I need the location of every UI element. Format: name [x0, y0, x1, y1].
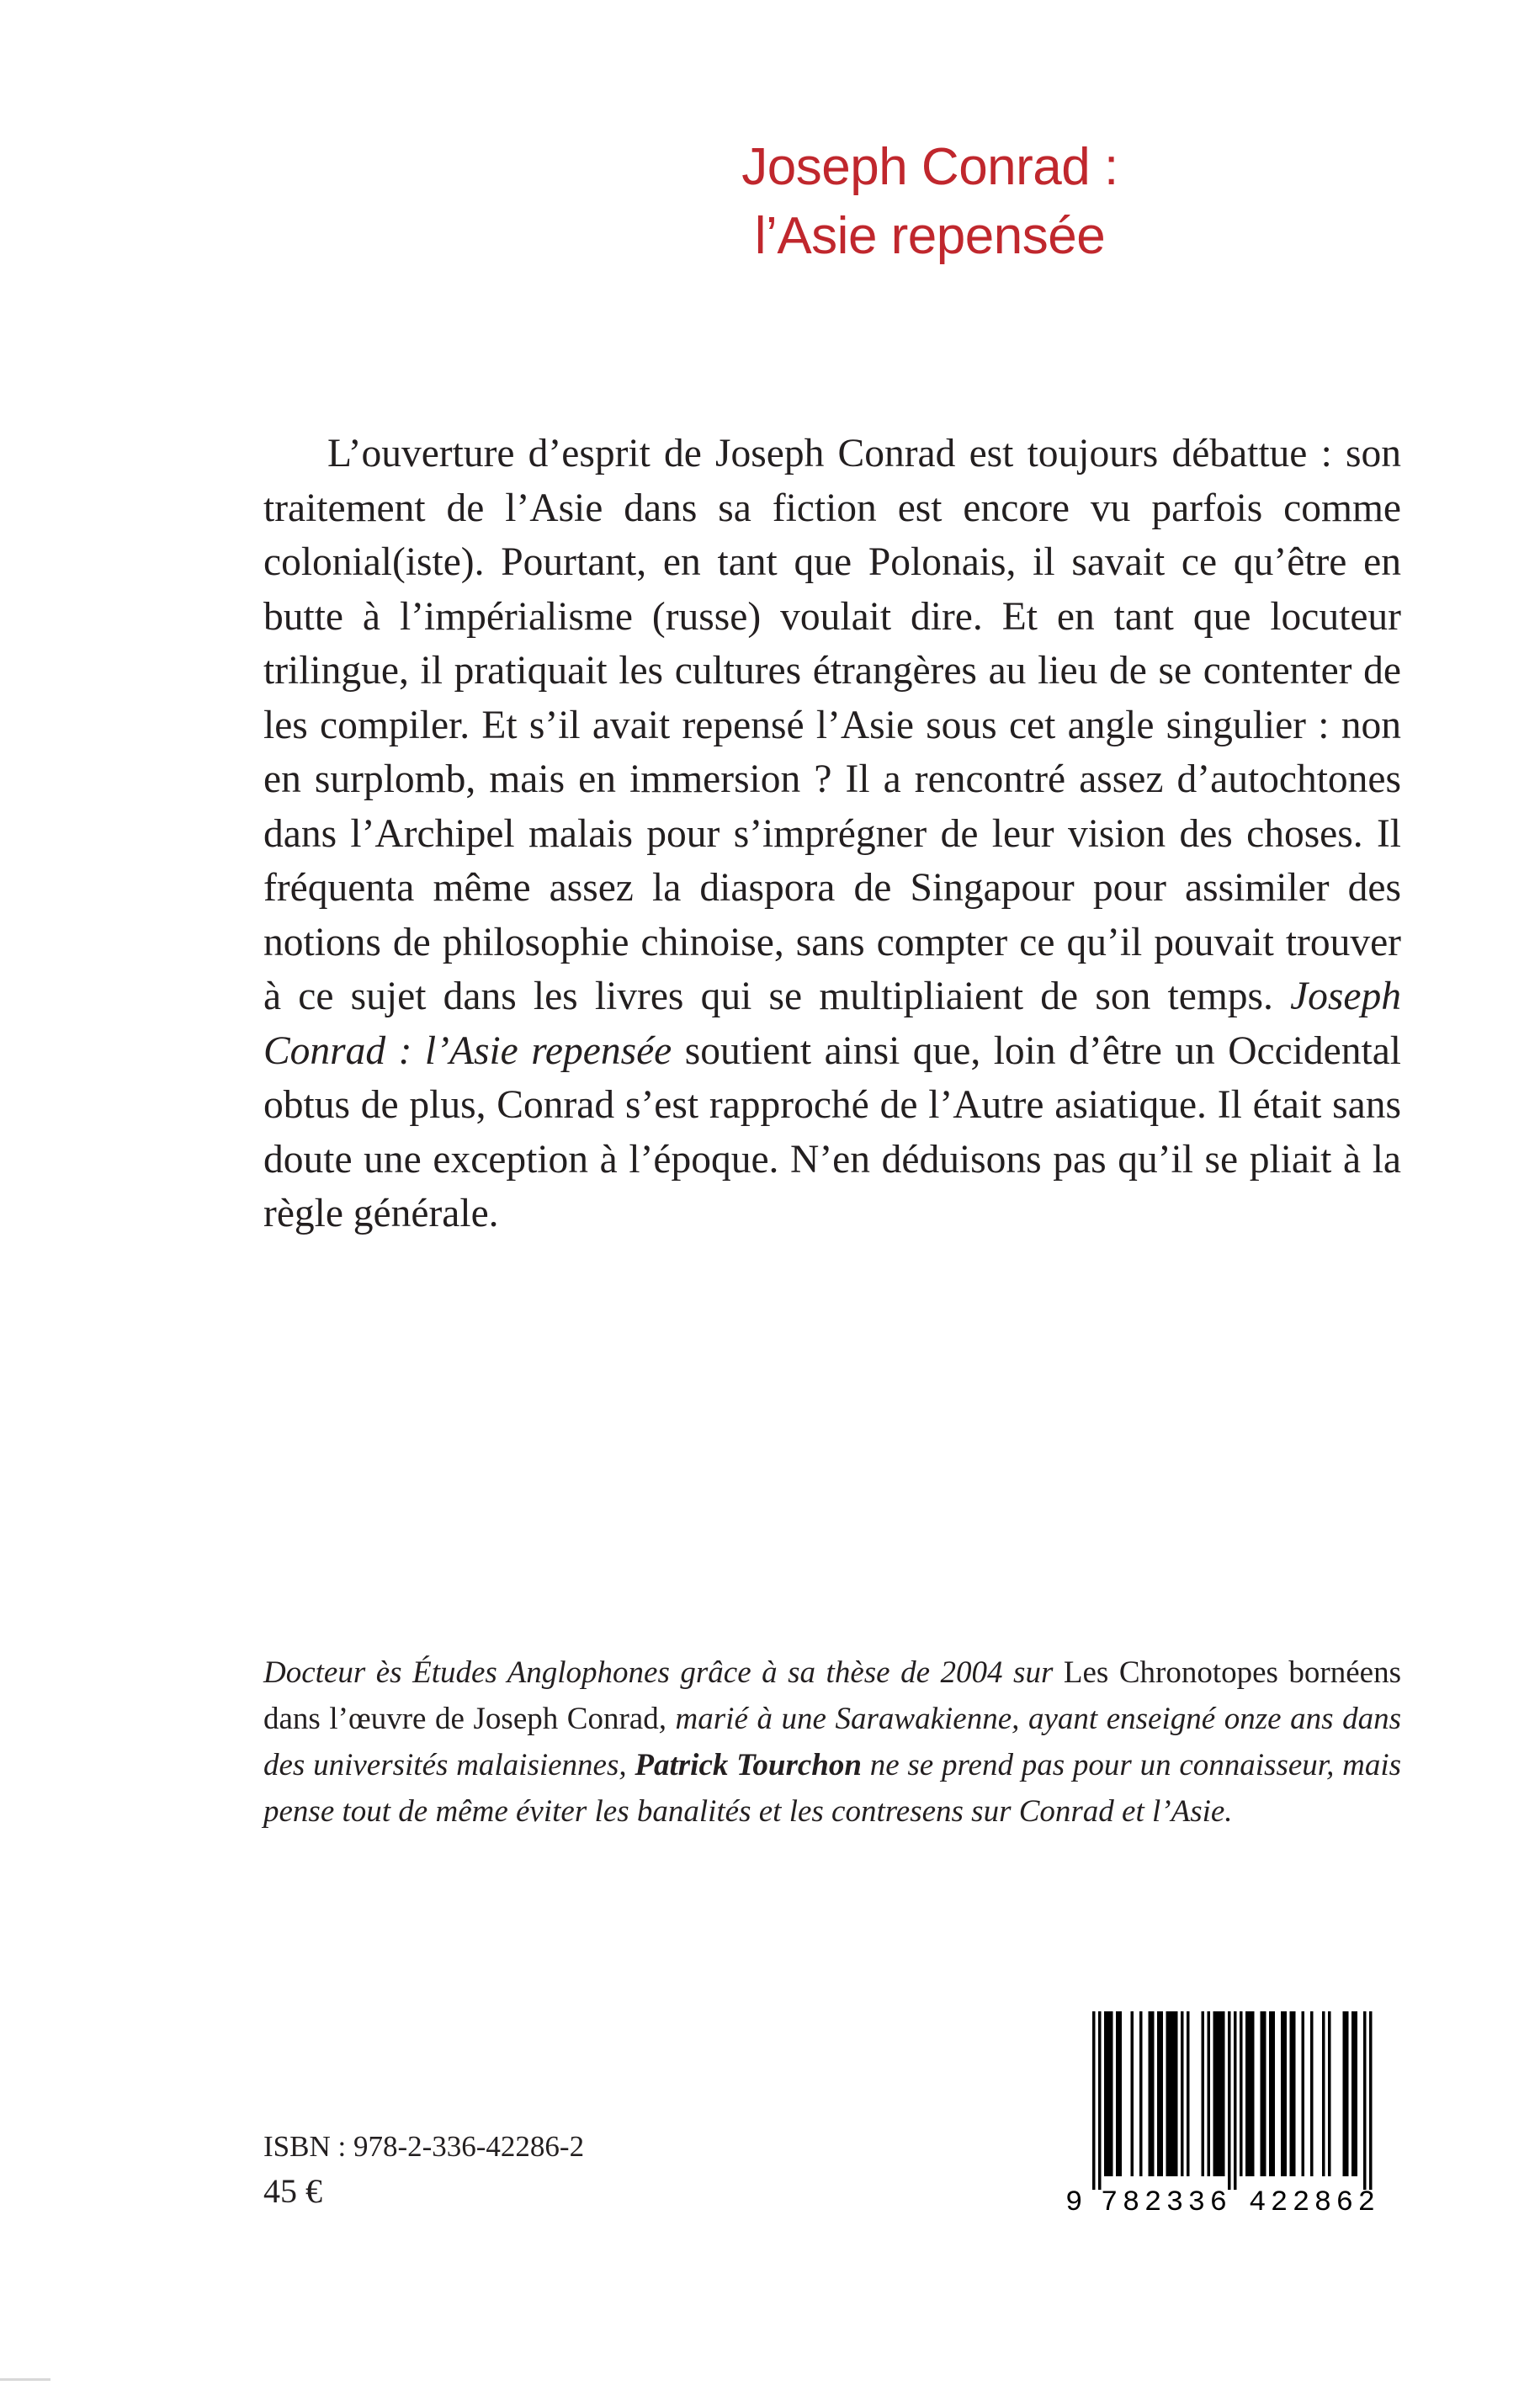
barcode-digits-right: 422862 — [1249, 2187, 1375, 2215]
bio-text-1: Docteur ès Études Anglophones grâce à sa thèse de 2004 sur — [263, 1655, 1064, 1690]
barcode-guard-bar — [1092, 2011, 1096, 2190]
barcode-bar — [1116, 2011, 1119, 2176]
barcode-guard-bar — [1098, 2011, 1102, 2190]
isbn: ISBN : 978-2-336-42286-2 — [263, 2130, 585, 2163]
book-title-line-1: Joseph Conrad : — [741, 138, 1118, 196]
barcode-bar — [1166, 2011, 1170, 2176]
barcode-guard-bar — [1369, 2011, 1373, 2190]
barcode-bar — [1272, 2011, 1276, 2176]
summary-book-title: Joseph Conrad : l’Asie repensée — [263, 975, 1401, 1073]
barcode-digit-first: 9 — [1065, 2187, 1083, 2215]
book-title-line-2: l’Asie repensée — [754, 207, 1106, 265]
barcode-bar — [1149, 2011, 1152, 2176]
barcode-bar — [1328, 2011, 1331, 2176]
barcode-bar — [1281, 2011, 1284, 2176]
barcode-bar — [1157, 2011, 1160, 2176]
barcode-bar — [1351, 2011, 1355, 2176]
barcode-bar — [1284, 2011, 1288, 2176]
barcode-bar — [1181, 2011, 1184, 2176]
barcode-bar — [1251, 2011, 1255, 2176]
barcode-guard-bar — [1363, 2011, 1367, 2190]
barcode-bar — [1245, 2011, 1249, 2176]
barcode-bar — [1151, 2011, 1155, 2176]
barcode-bar — [1219, 2011, 1223, 2176]
book-title — [0, 133, 1540, 271]
barcode-bar — [1139, 2011, 1143, 2176]
bio-author-name: Patrick Tourchon — [635, 1748, 862, 1782]
barcode-bar — [1355, 2011, 1358, 2176]
barcode-bar — [1222, 2011, 1225, 2176]
barcode-bar — [1310, 2011, 1314, 2176]
barcode-bar — [1261, 2011, 1264, 2176]
barcode-bar — [1119, 2011, 1123, 2176]
barcode-bar — [1293, 2011, 1296, 2176]
bio-text-2: , marié à une Sarawakienne, ayant enseigné onze ans dans des universités malaisiennes, — [263, 1702, 1401, 1782]
barcode-bar — [1107, 2011, 1111, 2176]
barcode-bar — [1346, 2011, 1349, 2176]
summary-text-2: soutient ainsi que, loin d’être un Occidental obtus de plus, Conrad s’est rapproché de l’Autre asiatique. Il était sans doute une exception à l’époque. N’en déduisons pas qu’il se pliait à la règle générale. — [263, 1028, 1401, 1235]
barcode-bar — [1104, 2011, 1107, 2176]
barcode-bar — [1110, 2011, 1113, 2176]
barcode-bar — [1322, 2011, 1325, 2176]
barcode-bar — [1290, 2011, 1293, 2176]
barcode-bar — [1202, 2011, 1205, 2176]
barcode-bar — [1175, 2011, 1178, 2176]
barcode-bar — [1216, 2011, 1219, 2176]
edge-mark — [0, 2378, 50, 2381]
barcode-digits-left: 782336 — [1101, 2187, 1227, 2215]
barcode-bar — [1160, 2011, 1164, 2176]
summary-text-1: L’ouverture d’esprit de Joseph Conrad est toujours débattue : son traitement de l’Asie dans sa fiction est encore vu parfois comme colonial(iste). Pourtant, en tant que Polonais, il savait ce qu’être en butte à l’impérialisme (russe) voulait dire. Et en tant que locuteur trilingue, il pratiquait les cultures étrangères au lieu de se contenter de les compiler. Et s’il avait repensé l’Asie sous cet angle singulier : non en surplomb, mais en immersion ? Il a rencontré assez d’autochtones dans l’Archipel malais pour s’imprégner de leur vision des choses. Il fréquenta même assez la diaspora de Singapour pour assimiler des notions de philosophie chinoise, sans compter ce qu’il pouvait trouver à ce sujet dans les livres qui se multipliaient de son temps. — [263, 432, 1401, 1018]
barcode-bar — [1131, 2011, 1134, 2176]
bio-thesis-title: Les Chronotopes bornéens dans l’œuvre de Joseph Conrad — [263, 1655, 1401, 1736]
barcode-guard-bar — [1228, 2011, 1231, 2190]
barcode-bars — [1092, 2011, 1373, 2190]
barcode-bar — [1343, 2011, 1346, 2176]
barcode-bar — [1213, 2011, 1217, 2176]
barcode-bar — [1302, 2011, 1305, 2176]
barcode — [1062, 2011, 1401, 2215]
barcode-bar — [1169, 2011, 1172, 2176]
barcode-bar — [1172, 2011, 1176, 2176]
barcode-guard-bar — [1234, 2011, 1237, 2190]
price: 45 € — [263, 2172, 322, 2210]
barcode-bar — [1187, 2011, 1190, 2176]
barcode-bar — [1263, 2011, 1267, 2176]
barcode-bar — [1240, 2011, 1243, 2176]
barcode-bar — [1269, 2011, 1272, 2176]
book-summary — [263, 427, 1401, 1241]
barcode-bar — [1208, 2011, 1211, 2176]
bio-text-3: ne se prend pas pour un connaisseur, mais pense tout de même éviter les banalités et les contresens sur Conrad et l’Asie. — [263, 1748, 1402, 1829]
barcode-bar — [1249, 2011, 1252, 2176]
author-bio — [263, 1649, 1401, 1835]
